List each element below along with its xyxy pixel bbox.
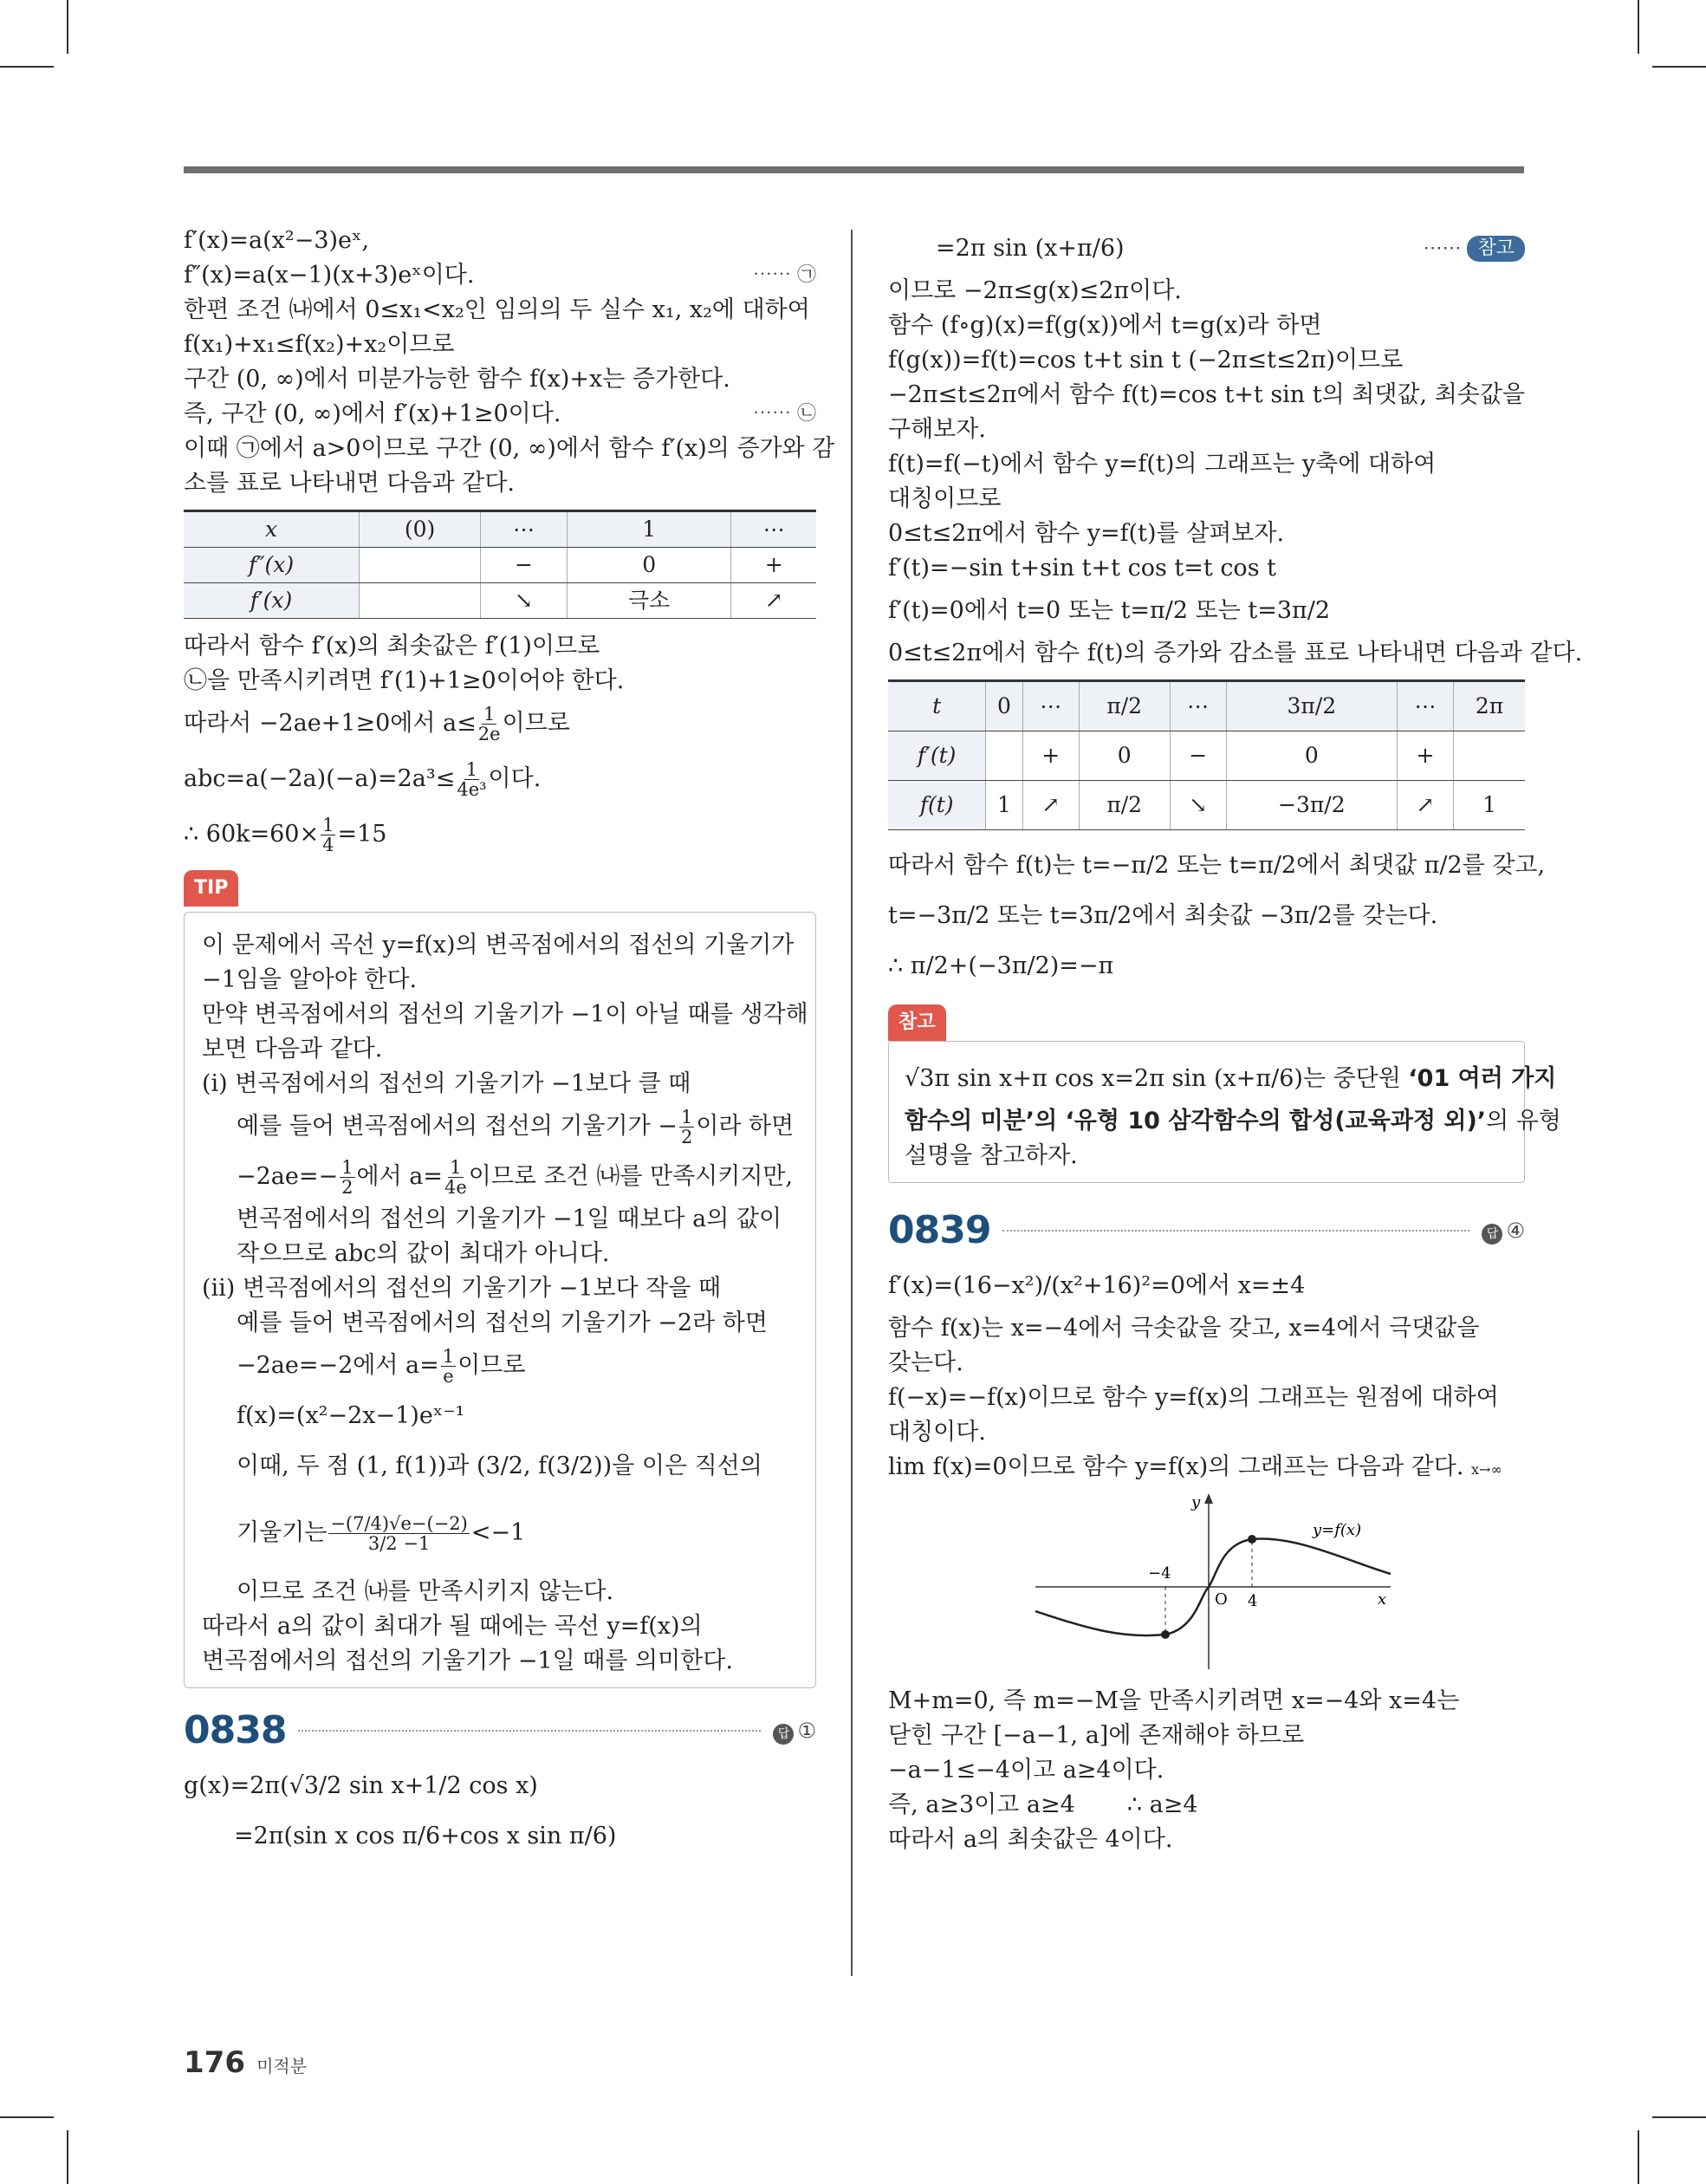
text-line: 따라서 함수 f(t)는 t=−π/2 또는 t=π/2에서 최댓값 π/2를 갖고, (888, 852, 1546, 879)
crop-mark (1638, 0, 1639, 54)
problem-number: 0838 (184, 1708, 287, 1752)
answer-icon: 답 (1482, 1224, 1502, 1245)
text-line: ㉡을 만족시키려면 f′(1)+1≥0이어야 한다. (184, 667, 625, 694)
header-rule (184, 166, 1524, 173)
tip-line: 이때, 두 점 (1, f(1))과 (3/2, f(3/2))을 이은 직선의 (237, 1453, 762, 1479)
table-row: f′(x) ↘ 극소 ↗ (184, 583, 816, 619)
column-divider (851, 230, 853, 1976)
table-row: f″(x) − 0 + (184, 548, 816, 583)
text-line: 대칭이다. (888, 1419, 986, 1446)
section-name: 미적분 (256, 2056, 308, 2077)
text-line: f′(x)=(16−x²)/(x²+16)²=0에서 x=±4 (888, 1272, 1306, 1299)
text-line: g(x)=2π(√3/2 sin x+1/2 cos x) (184, 1772, 538, 1799)
crop-mark (1652, 2116, 1706, 2118)
left-column (184, 224, 835, 1862)
text-line: f″(x)=a(x−1)(x+3)eˣ이다. ⋯⋯ ㉠ (184, 258, 816, 293)
note-box (888, 1041, 1561, 1183)
note-section (888, 1004, 1561, 1183)
problem-number: 0839 (888, 1208, 991, 1252)
answer: 답 ④ (1482, 1213, 1525, 1248)
text-line: 0≤t≤2π에서 함수 y=f(t)를 살펴보자. (888, 520, 1285, 547)
origin-label: O (1215, 1590, 1228, 1609)
text-line: f(t)=f(−t)에서 함수 y=f(t)의 그래프는 y축에 대하여 (888, 451, 1437, 478)
tip-line: −2ae=−2에서 a= $\frac{1}{e}$ 이므로 (237, 1346, 526, 1387)
text-line: −a−1≤−4이고 a≥4이다. (888, 1757, 1164, 1784)
tip-line: 변곡점에서의 접선의 기울기가 −1일 때를 의미한다. (202, 1648, 733, 1674)
fraction: $\frac{-(7/4)√e-(-2)}{3/2 -1}$ (330, 1513, 468, 1554)
equation-tag: ⋯⋯ ㉡ (753, 403, 816, 425)
fraction: $\frac{1}{2e}$ (477, 704, 501, 744)
tip-line: 기울기는 $\frac{-(7/4)√e-(-2)}{3/2 -1}$ <−1 (237, 1513, 526, 1554)
text-line: =2π sin (x+π/6) ⋯⋯ 참고 (888, 224, 1525, 274)
crop-mark (67, 2130, 68, 2184)
problem-header-0838 (184, 1700, 816, 1761)
tip-line: 만약 변곡점에서의 접선의 기울기가 −1이 아닐 때를 생각해 (202, 1001, 808, 1028)
table-row: x (0) ⋯ 1 ⋯ (184, 511, 816, 548)
text-line: f′(x)=a(x²−3)eˣ, (184, 227, 370, 254)
dot-leader (298, 1730, 761, 1732)
text-line: 한편 조건 ㈏에서 0≤x₁<x₂인 임의의 두 실수 x₁, x₂에 대하여 (184, 296, 810, 323)
tip-line: 작으므로 abc의 값이 최대가 아니다. (237, 1240, 610, 1267)
right-column (888, 224, 1583, 1857)
tip-label: TIP (184, 870, 238, 907)
note-line: √3π sin x+π cos x=2π sin (x+π/6)는 중단원 ‘01 여러 가지 (905, 1065, 1557, 1092)
tip-line: 따라서 a의 값이 최대가 될 때에는 곡선 y=f(x)의 (202, 1613, 703, 1640)
text-line: f′(t)=0에서 t=0 또는 t=π/2 또는 t=3π/2 (888, 597, 1331, 624)
equation-tag: ⋯⋯ ㉠ (753, 264, 816, 286)
text-line: 0≤t≤2π에서 함수 f(t)의 증가와 감소를 표로 나타내면 다음과 같다. (888, 640, 1583, 666)
text-line: 대칭이므로 (888, 485, 1002, 512)
text-line: f(g(x))=f(t)=cos t+t sin t (−2π≤t≤2π)이므로 (888, 347, 1404, 374)
table-row: f′(t) + 0 − 0 + (888, 731, 1525, 781)
y-axis-arrow (1204, 1493, 1213, 1504)
fraction: $\frac{1}{e}$ (442, 1346, 455, 1387)
text-line: 소를 표로 나타내면 다음과 같다. (184, 470, 515, 497)
tip-line: (ⅰ) 변곡점에서의 접선의 기울기가 −1보다 클 때 (202, 1070, 691, 1097)
crop-mark (67, 0, 68, 54)
text-line: −2π≤t≤2π에서 함수 f(t)=cos t+t sin t의 최댓값, 최솟값을 (888, 381, 1526, 408)
tick-label-4: 4 (1248, 1592, 1258, 1610)
page-number: 176 (184, 2045, 245, 2080)
text-line: ∴ π/2+(−3π/2)=−π (888, 952, 1114, 979)
text-line: lim f(x)=0이므로 함수 y=f(x)의 그래프는 다음과 같다. x→∞ (888, 1453, 1502, 1480)
tip-box (184, 912, 816, 1688)
text-line: 함수 (f∘g)(x)=f(g(x))에서 t=g(x)라 하면 (888, 312, 1322, 339)
tip-line: (ⅱ) 변곡점에서의 접선의 기울기가 −1보다 작을 때 (202, 1275, 722, 1302)
text-line: abc=a(−2a)(−a)=2a³≤ $\frac{1}{\text{4e³}}$ 이다. (184, 759, 542, 800)
crop-mark (1652, 66, 1706, 68)
text-line: f′(t)=−sin t+sin t+t cos t=t cos t (888, 555, 1276, 582)
text-line: 함수 f(x)는 x=−4에서 극솟값을 갖고, x=4에서 극댓값을 (888, 1315, 1480, 1342)
variation-table-ft (888, 679, 1525, 830)
y-label: y (1191, 1493, 1201, 1511)
fraction: $\frac{1}{2}$ (680, 1107, 693, 1147)
text-line: 이므로 −2π≤g(x)≤2π이다. (888, 277, 1182, 304)
fraction: $\frac{1}{\text{4e³}}$ (457, 759, 487, 800)
solution-intro (184, 224, 835, 501)
tip-line: f(x)=(x²−2x−1)eˣ⁻¹ (237, 1402, 465, 1429)
page-footer (184, 2045, 307, 2080)
answer-icon: 답 (773, 1724, 794, 1745)
tip-line: −1임을 알아야 한다. (202, 966, 418, 993)
note-line: 함수의 미분’의 ‘유형 10 삼각함수의 합성(교육과정 외)’의 유형 (905, 1108, 1561, 1134)
text-line: ∴ 60k=60× $\frac{1}{4}$ =15 (184, 815, 387, 855)
table-row: t 0 ⋯ π/2 ⋯ 3π/2 ⋯ 2π (888, 681, 1525, 731)
answer: 답 ① (773, 1713, 816, 1748)
tip-line: 변곡점에서의 접선의 기울기가 −1일 때보다 a의 값이 (237, 1206, 782, 1232)
text-line: f(x₁)+x₁≤f(x₂)+x₂이므로 (184, 331, 455, 358)
crop-mark (0, 66, 54, 68)
text-line: 닫힌 구간 [−a−1, a]에 존재해야 하므로 (888, 1722, 1305, 1749)
reference-badge: 참고 (1467, 236, 1525, 262)
note-label: 참고 (888, 1004, 946, 1041)
note-line: 설명을 참고하자. (905, 1142, 1078, 1169)
text-line: M+m=0, 즉 m=−M을 만족시키려면 x=−4와 x=4는 (888, 1687, 1460, 1714)
fraction: $\frac{1}{2}$ (341, 1157, 354, 1198)
text-line: 즉, 구간 (0, ∞)에서 f′(x)+1≥0이다. ⋯⋯ ㉡ (184, 397, 816, 432)
tip-line: 예를 들어 변곡점에서의 접선의 기울기가 −2라 하면 (237, 1310, 768, 1336)
text-line: 따라서 a의 최솟값은 4이다. (888, 1826, 1173, 1853)
crop-mark (1638, 2130, 1639, 2184)
curve-label: y=f(x) (1313, 1521, 1362, 1539)
tip-line: 이 문제에서 곡선 y=f(x)의 변곡점에서의 접선의 기울기가 (202, 932, 795, 959)
text-line: =2π(sin x cos π/6+cos x sin π/6) (234, 1823, 617, 1849)
fraction: $\frac{1}{4e}$ (444, 1157, 467, 1198)
text-line: 구해보자. (888, 416, 986, 443)
dot-leader (1002, 1230, 1469, 1232)
min-point (1161, 1630, 1170, 1639)
x-label: x (1378, 1590, 1387, 1609)
text-line: 갖는다. (888, 1349, 963, 1376)
text-line: t=−3π/2 또는 t=3π/2에서 최솟값 −3π/2를 갖는다. (888, 902, 1438, 929)
text-line: f(−x)=−f(x)이므로 함수 y=f(x)의 그래프는 원점에 대하여 (888, 1384, 1499, 1411)
fraction: $\frac{1}{4}$ (322, 815, 334, 855)
tip-line: 보면 다음과 같다. (202, 1036, 383, 1063)
table-row: f(t) 1 ↗ π/2 ↘ −3π/2 ↗ 1 (888, 781, 1525, 830)
tip-line: −2ae=− $\frac{1}{2}$ 에서 a= $\frac{1}{4e}$ 이므로 조건 ㈏를 만족시키지만, (237, 1157, 794, 1198)
text-line: 따라서 −2ae+1≥0에서 a≤ $\frac{1}{2e}$ 이므로 (184, 704, 570, 744)
tip-line: 이므로 조건 ㈏를 만족시키지 않는다. (237, 1578, 614, 1605)
equation-tag: ⋯⋯ 참고 (1423, 224, 1525, 274)
problem-header-0839 (888, 1200, 1525, 1261)
text-line: 이때 ㉠에서 a>0이므로 구간 (0, ∞)에서 함수 f′(x)의 증가와 감 (184, 435, 835, 462)
crop-mark (0, 2116, 54, 2118)
function-graph (1035, 1492, 1399, 1674)
text-line: 즉, a≥3이고 a≥4 ∴ a≥4 (888, 1791, 1198, 1818)
text-line: 따라서 함수 f′(x)의 최솟값은 f′(1)이므로 (184, 633, 600, 660)
variation-table-fprime (184, 510, 816, 619)
tick-label-neg4: −4 (1148, 1564, 1171, 1583)
text-line: 구간 (0, ∞)에서 미분가능한 함수 f(x)+x는 증가한다. (184, 366, 730, 393)
max-point (1248, 1535, 1256, 1544)
tip-line: 예를 들어 변곡점에서의 접선의 기울기가 − $\frac{1}{2}$ 이라 하면 (237, 1107, 795, 1147)
